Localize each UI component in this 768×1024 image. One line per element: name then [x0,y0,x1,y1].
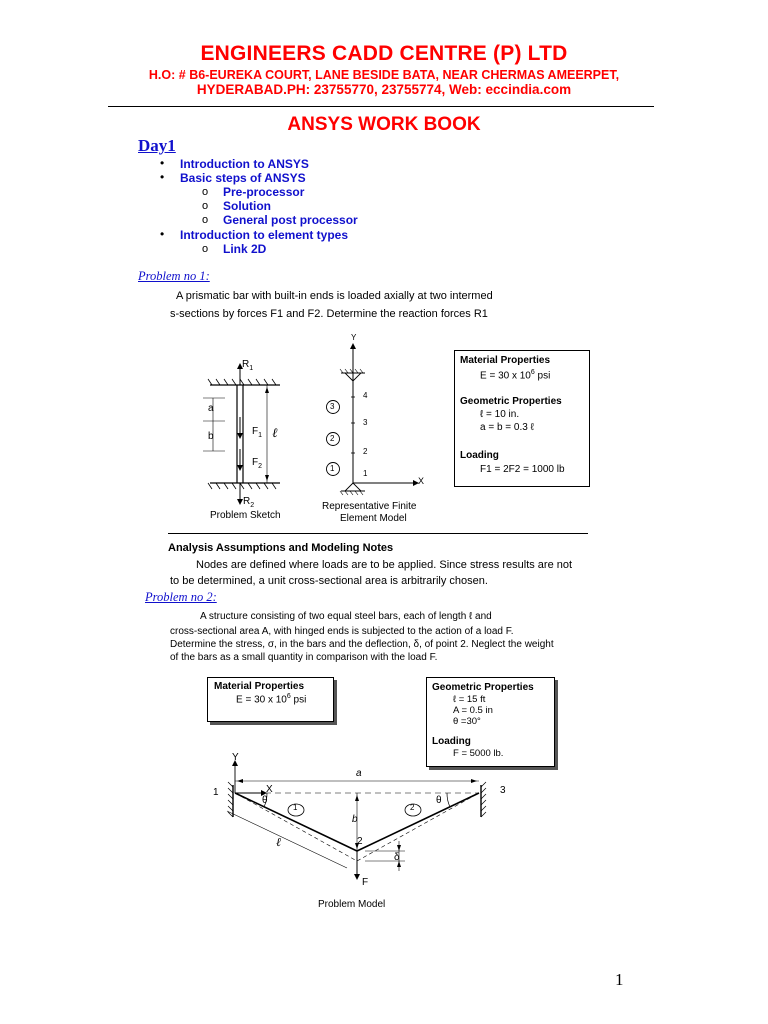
sketch-f2-label: $F_2$ [252,457,263,470]
geometric-a-b: a = b = 0.3 ℓ [480,422,534,433]
problem-2-material-box [207,677,334,722]
page-number: 1 [615,970,624,989]
p2-node-2: 2 [357,836,363,847]
city-phone-line: HYDERABAD.PH: 23755770, 23755774, Web: eccindia.com [196,82,572,97]
sub-bullet-icon: o [202,214,209,226]
outline-subitem: Pre-processor [223,185,305,199]
p2-theta-left: θ [262,795,268,806]
page-title: ANSYS WORK BOOK [287,114,481,135]
notes-heading: Analysis Assumptions and Modeling Notes [168,542,394,554]
sub-bullet-icon: o [202,243,209,255]
sketch-r2-label: $R_2$ [243,496,255,509]
fe-element-label: 3 [330,402,335,411]
p2-loading-title: Loading [432,736,471,747]
p2-theta-right: θ [436,795,442,806]
p2-element-2: 2 [410,803,415,812]
p2-force-label: F [362,877,369,888]
problem-2-label: Problem no 2: [145,590,217,604]
fe-element-label: 1 [330,464,335,473]
fe-node-label: 1 [363,469,368,478]
fe-x-axis-label: X [418,476,425,486]
bullet-icon: • [160,156,165,170]
problem-1-label: Problem no 1: [138,269,210,283]
p2-y-axis-label: Y [232,752,239,763]
material-properties-title: Material Properties [460,355,551,366]
p2-dimension-b: b [352,814,358,825]
problem-2-line-3: Determine the stress, σ, in the bars and the deflection, δ, of point 2. Neglect the weight [170,639,554,650]
problem-2-line-2: cross-sectional area A, with hinged ends is subjected to the action of a load F. [170,626,514,637]
loading-forces: F1 = 2F2 = 1000 lb [480,464,565,475]
company-name: ENGINEERS CADD CENTRE (P) LTD [200,42,568,65]
p2-x-axis-label: X [266,784,273,795]
p2-node-3: 3 [500,785,506,796]
sketch-b-label: b [208,431,214,442]
day-heading: Day1 [138,136,176,155]
p2-material-title: Material Properties [214,681,305,692]
bullet-icon: • [160,170,165,184]
fe-node-label: 4 [363,391,368,400]
fe-caption-line-1: Representative Finite [322,501,417,512]
outline-item: Introduction to ANSYS [180,157,309,171]
fe-element-label: 2 [330,434,335,443]
section-divider [168,533,588,534]
notes-line-1: Nodes are defined where loads are to be applied. Since stress results are not [196,559,573,571]
outline-subitem: Link 2D [223,242,267,256]
fe-y-axis-label: Y [351,333,357,342]
p2-delta-label: δ [394,852,400,863]
p2-geometric-length: ℓ = 15 ft [453,694,486,705]
sketch-f1-label: $F_1$ [252,426,263,439]
p2-length-label: ℓ [276,835,281,849]
outline-subitem: General post processor [223,213,358,227]
problem-1-fe-model [315,335,430,510]
sketch-caption: Problem Sketch [210,510,281,521]
p2-loading-force: F = 5000 lb. [453,748,504,759]
p2-element-1: 1 [293,803,298,812]
fe-node-label: 2 [363,447,368,456]
p2-geometric-area: A = 0.5 in [453,705,493,716]
header-rule [108,106,654,107]
outline-item: Basic steps of ANSYS [180,171,306,185]
p2-geometric-title: Geometric Properties [432,682,534,693]
address-line: H.O: # B6-EUREKA COURT, LANE BESIDE BATA, NEAR CHERMAS AMEERPET, [148,68,620,82]
problem-2-geometric-box [426,677,555,767]
material-modulus: E = 30 x $10^6$ psi [480,369,551,382]
p2-node-1: 1 [213,787,219,798]
p2-caption: Problem Model [318,899,386,910]
fe-caption-line-2: Element Model [340,513,407,524]
outline-item: Introduction to element types [180,228,349,242]
p2-geometric-angle: θ =30° [453,716,481,727]
p2-dimension-a: a [356,768,362,779]
problem-2-diagram [205,755,505,895]
problem-1-properties-box [454,350,590,487]
problem-1-text-line-1: A prismatic bar with built-in ends is loaded axially at two intermed [176,290,493,302]
sub-bullet-icon: o [202,200,209,212]
fe-node-label: 3 [363,418,368,427]
problem-2-line-1: A structure consisting of two equal steel bars, each of length ℓ and [200,611,492,622]
sketch-length-label: ℓ [272,425,278,440]
problem-2-line-4: of the bars as a small quantity in comparison with the load F. [170,652,438,663]
sketch-a-label: a [208,403,214,414]
loading-title: Loading [460,450,499,461]
notes-line-2: to be determined, a unit cross-sectional area is arbitrarily chosen. [170,575,488,587]
problem-1-text-line-2: s-sections by forces F1 and F2. Determine the reaction forces R1 [170,308,488,320]
geometric-properties-title: Geometric Properties [460,396,562,407]
p2-material-modulus: E = 30 x $10^6$ psi [236,693,307,706]
sketch-r1-label: $R_1$ [242,359,254,372]
sub-bullet-icon: o [202,186,209,198]
bullet-icon: • [160,227,165,241]
outline-subitem: Solution [223,199,271,213]
geometric-length: ℓ = 10 in. [480,409,520,420]
